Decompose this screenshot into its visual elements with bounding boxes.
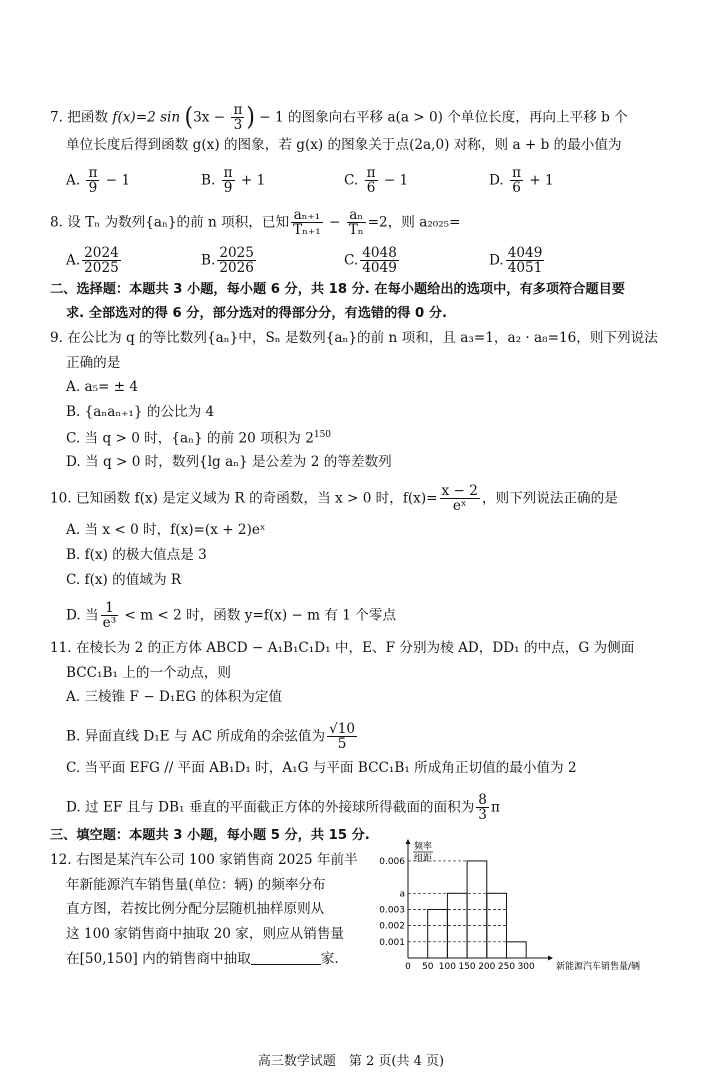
q12-line4: 这 100 家销售商中抽取 20 家，则应从销售量 (66, 926, 345, 942)
option-text: C. 当 q > 0 时，{aₙ} 的前 20 项积为 2 (66, 430, 314, 447)
option-frac (82, 246, 121, 276)
frac-num: 2025 (219, 245, 254, 261)
x-tick-label: 150 (458, 962, 476, 972)
q10-option-d[interactable] (66, 601, 396, 631)
frac-num: π (223, 165, 233, 181)
q7-option-b[interactable] (201, 166, 265, 196)
q7-option-a[interactable] (66, 166, 130, 196)
option-label: B. (201, 252, 216, 269)
q7-text: 7. 把函数 (50, 109, 113, 126)
q7-line2: 单位长度后得到函数 g(x) 的图象，若 g(x) 的图象关于点(2a,0) 对称，则 a + b 的最小值为 (66, 137, 622, 153)
q11-line2: BCC₁B₁ 上的一个动点，则 (66, 665, 232, 681)
option-label: A. (66, 172, 81, 189)
option-label: C. (344, 252, 359, 269)
frac-den: 9 (88, 180, 98, 197)
option-text: D. 过 EF 且与 DB₁ 垂直的平面截正方体的外接球所得截面的面积为 (66, 799, 475, 816)
frac-den: 9 (223, 180, 233, 197)
option-frac (217, 246, 256, 276)
frac-den: 2026 (219, 260, 254, 277)
frac-den: 3 (233, 117, 243, 134)
q9-line2: 正确的是 (66, 355, 121, 371)
q11-option-a[interactable]: A. 三棱锥 F − D₁EG 的体积为定值 (66, 689, 283, 705)
option-tail: + 1 (236, 172, 266, 189)
q7-option-d[interactable] (489, 166, 554, 196)
y-tick-label: 0.006 (379, 856, 405, 867)
option-tail: − 1 (101, 172, 131, 189)
y-tick-label: a (399, 889, 405, 900)
right-paren: ) (246, 103, 255, 133)
frac-num: 4048 (362, 245, 397, 261)
option-text-rest: < m < 2 时，函数 y=f(x) − m 有 1 个零点 (120, 607, 397, 624)
histogram-chart (370, 838, 670, 978)
q11-option-b[interactable] (66, 722, 359, 752)
frac-num: aₙ₊₁ (291, 208, 323, 223)
option-text: D. 当 (66, 607, 99, 624)
histogram-y-ticks (379, 857, 405, 948)
x-tick-label: 250 (497, 962, 516, 972)
q12-text: 在[50,150] 内的销售商中抽取 (66, 951, 251, 967)
option-frac (506, 246, 545, 276)
frac-den: 6 (512, 180, 521, 197)
q12-text-end: 家. (320, 951, 339, 967)
section2-heading: 二、选择题：本题共 3 小题，每小题 6 分，共 18 分. 在每小题给出的选项中，有多项符合题目要 (50, 282, 625, 297)
option-frac (365, 166, 378, 196)
q12-line2: 年新能源汽车销售量(单位：辆) 的频率分布 (66, 877, 326, 893)
q9-option-b[interactable]: B. {aₙaₙ₊₁} 的公比为 4 (66, 404, 215, 420)
option-tail: − 1 (379, 172, 409, 189)
option-text-rest: π (490, 799, 500, 816)
frac-num: 4049 (507, 245, 543, 261)
frac-num: √10 (329, 721, 356, 737)
histogram-xlabel: 新能源汽车销售量/辆 (556, 962, 641, 972)
frac-num: aₙ (347, 208, 366, 223)
option-frac (476, 793, 489, 823)
x-tick-label: 50 (421, 962, 434, 972)
frac-den: 4049 (362, 260, 397, 277)
frac-num: 1 (101, 601, 119, 616)
histogram-bar (428, 909, 448, 958)
q10-text: 10. 已知函数 f(x) 是定义域为 R 的奇函数，当 x > 0 时，f(x)= (50, 490, 438, 507)
q7-inner: 3x − (193, 109, 230, 126)
frac-den: 2025 (84, 260, 119, 277)
option-frac (327, 722, 357, 752)
frac-num: π (366, 165, 376, 181)
q8-option-b[interactable] (201, 246, 258, 276)
q8-option-c[interactable] (344, 246, 401, 276)
q8-option-a[interactable] (66, 246, 123, 276)
frac-num: 2024 (84, 245, 119, 261)
q8-option-d[interactable] (489, 246, 546, 276)
q9-option-a[interactable]: A. a₅= ± 4 (66, 379, 139, 395)
frac-den: 6 (366, 180, 376, 197)
q8-frac2 (347, 208, 366, 238)
x-axis-arrow (548, 956, 553, 961)
q8-text: 8. 设 Tₙ 为数列{aₙ}的前 n 项积，已知 (50, 214, 290, 231)
q8-line1 (50, 208, 461, 238)
page-footer: 高三数学试题 第 2 页(共 4 页) (257, 1054, 445, 1069)
q8-minus: − (324, 214, 345, 231)
histogram-ylabel-bottom: 组距 (413, 854, 433, 864)
left-paren: ( (184, 103, 194, 133)
q10-line1 (50, 484, 618, 514)
option-label: D. (489, 172, 504, 189)
section3-heading: 三、填空题：本题共 3 小题，每小题 5 分，共 15 分. (50, 828, 370, 843)
q10-frac (440, 484, 480, 514)
q11-option-d[interactable] (66, 793, 500, 823)
histogram-x-ticks (405, 962, 535, 972)
histogram-ylabel-top: 频率 (413, 842, 433, 852)
frac-num: 8 (478, 792, 487, 808)
option-label: A. (66, 252, 81, 269)
histogram-bar (506, 942, 526, 958)
q11-line1: 11. 在棱长为 2 的正方体 ABCD − A₁B₁C₁D₁ 中，E、F 分别为棱 AD，DD₁ 的中点，G 为侧面 (50, 640, 635, 656)
frac-num: π (512, 165, 522, 181)
frac-den: Tₙ₊₁ (293, 222, 321, 239)
q8-frac1 (291, 208, 323, 238)
frac-den: e³ (102, 615, 117, 632)
x-tick-label: 300 (517, 962, 535, 972)
option-frac (101, 601, 119, 631)
frac-den: Tₙ (348, 222, 364, 239)
option-frac (510, 166, 523, 196)
option-text: B. 异面直线 D₁E 与 AC 所成角的余弦值为 (66, 728, 326, 745)
section2-heading-cont: 求. 全部选对的得 6 分，部分选对的得部分分，有选错的得 0 分. (66, 306, 448, 321)
frac-num: π (233, 102, 243, 118)
frac-num: x − 2 (441, 483, 478, 499)
q7-function: f(x)=2 sin (112, 109, 181, 126)
frac-num: π (88, 165, 98, 181)
q7-option-c[interactable] (344, 166, 408, 196)
q8-suffix: =2，则 a₂₀₂₅= (367, 214, 461, 231)
q10-option-a[interactable]: A. 当 x < 0 时，f(x)=(x + 2)eˣ (66, 522, 266, 538)
option-label: C. (344, 172, 359, 189)
option-frac (222, 166, 235, 196)
q12-line3: 直方图，若按比例分配分层随机抽样原则从 (66, 901, 325, 917)
histogram-bars (428, 861, 526, 958)
q11-option-c[interactable]: C. 当平面 EFG // 平面 AB₁D₁ 时，A₁G 与平面 BCC₁B₁ 所成角正切值的最小值为 2 (66, 760, 577, 776)
q7-text-rest: − 1 的图象向右平移 a(a > 0) 个单位长度，再向上平移 b 个 (254, 109, 628, 126)
x-tick-label: 100 (438, 962, 456, 972)
option-frac (360, 246, 399, 276)
y-tick-label: 0.001 (379, 937, 405, 948)
option-frac (86, 166, 99, 196)
q9-option-c[interactable] (66, 431, 331, 446)
q12-line5 (66, 952, 339, 967)
y-axis-arrow (406, 839, 411, 844)
frac-den: 5 (337, 736, 347, 753)
q10-option-c[interactable]: C. f(x) 的值域为 R (66, 572, 182, 588)
q9-option-d[interactable]: D. 当 q > 0 时，数列{lg aₙ} 是公差为 2 的等差数列 (66, 454, 392, 470)
q10-suffix: ，则下列说法正确的是 (481, 490, 618, 507)
q9-line1: 9. 在公比为 q 的等比数列{aₙ}中，Sₙ 是数列{aₙ}的前 n 项和，且 a₃=1，a₂ · a₈=16，则下列说法 (50, 330, 658, 346)
q7-line1 (50, 103, 628, 133)
y-tick-label: 0.003 (379, 905, 405, 916)
option-sup: 150 (313, 430, 332, 440)
frac-den: eˣ (452, 498, 467, 515)
x-tick-label: 200 (478, 962, 496, 972)
y-tick-label: 0.002 (379, 921, 405, 932)
answer-blank[interactable] (251, 952, 321, 965)
q12-line1: 12. 右图是某汽车公司 100 家销售商 2025 年前半 (50, 852, 358, 868)
frac-den: 3 (478, 807, 487, 824)
x-tick-label: 0 (405, 962, 411, 972)
q10-option-b[interactable]: B. f(x) 的极大值点是 3 (66, 547, 207, 563)
option-label: B. (201, 172, 216, 189)
option-tail: + 1 (525, 172, 554, 189)
q7-pi-over-3 (231, 103, 244, 133)
frac-den: 4051 (507, 260, 543, 277)
option-label: D. (489, 252, 504, 269)
